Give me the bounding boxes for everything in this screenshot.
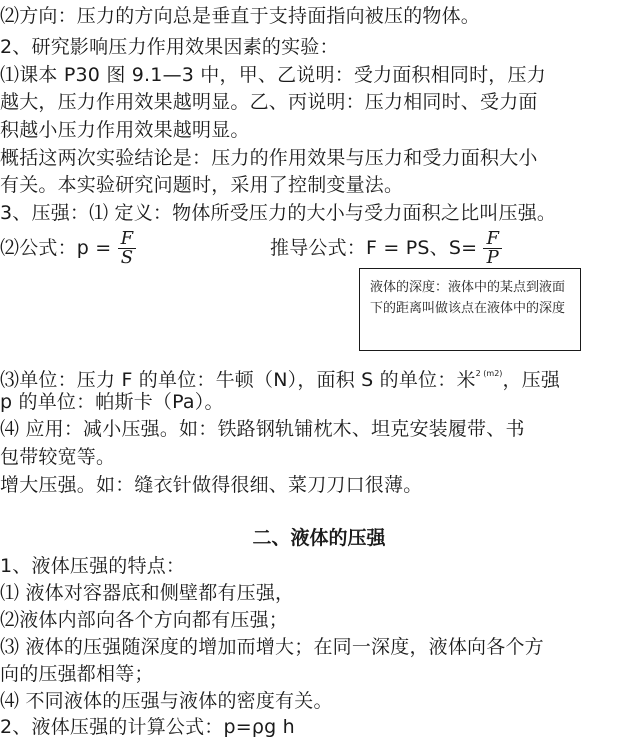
text-line-conclusion-1: 概括这两次实验结论是：压力的作用效果与压力和受力面积大小 bbox=[0, 147, 538, 169]
text-line-direction: ⑵方向：压力的方向总是垂直于支持面指向被压的物体。 bbox=[0, 5, 481, 27]
text-line-liquid-3a: ⑶ 液体的压强随深度的增加而增大；在同一深度，液体向各个方 bbox=[0, 636, 544, 658]
text-line-conclusion-2: 有关。本实验研究问题时，采用了控制变量法。 bbox=[0, 174, 404, 196]
derived-formula-denominator: P bbox=[486, 247, 499, 268]
liquid-depth-note: 液体的深度：液体中的某点到液面下的距离叫做该点在液体中的深度 bbox=[359, 268, 581, 351]
text-line-pressure-definition: 3、压强：⑴ 定义：物体所受压力的大小与受力面积之比叫压强。 bbox=[0, 202, 557, 224]
derived-formula-numerator: F bbox=[483, 230, 502, 249]
text-line-experiment-1: ⑴课本 P30 图 9.1—3 中，甲、乙说明：受力面积相同时，压力 bbox=[0, 64, 546, 86]
derived-formula-prefix: 推导公式：F = PS、S= bbox=[270, 237, 478, 259]
units-suffix: ，压强 bbox=[502, 369, 561, 391]
text-line-application-1: ⑷ 应用：减小压强。如：铁路钢轨铺枕木、坦克安装履带、书 bbox=[0, 418, 525, 440]
text-line-liquid-formula: 2、液体压强的计算公式：p=ρg h bbox=[0, 716, 295, 738]
text-line-pascal: p 的单位：帕斯卡（Pa）。 bbox=[0, 391, 224, 413]
text-line-experiment-3: 积越小压力作用效果越明显。 bbox=[0, 119, 250, 141]
formula-fraction bbox=[118, 230, 137, 267]
units-superscript: 2 (m2) bbox=[475, 369, 503, 378]
text-line-experiment-2: 越大，压力作用效果越明显。乙、丙说明：压力相同时、受力面 bbox=[0, 91, 538, 113]
formula-numerator: F bbox=[118, 230, 137, 249]
derived-formula-fraction bbox=[483, 230, 502, 267]
formula-line bbox=[0, 228, 136, 268]
text-line-application-2: 包带较宽等。 bbox=[0, 446, 116, 468]
text-line-liquid-4: ⑷ 不同液体的压强与液体的密度有关。 bbox=[0, 690, 333, 712]
text-line-increase-pressure: 增大压强。如：缝衣针做得很细、菜刀刀口很薄。 bbox=[0, 474, 423, 496]
text-line-liquid-3b: 向的压强都相等； bbox=[0, 663, 154, 685]
text-line-liquid-2: ⑵液体内部向各个方向都有压强； bbox=[0, 609, 289, 631]
section-heading: 二、液体的压强 bbox=[252, 527, 386, 549]
derived-formula-line bbox=[270, 228, 502, 268]
text-line-liquid-features: 1、液体压强的特点： bbox=[0, 555, 186, 577]
units-text: ⑶单位：压力 F 的单位：牛顿（N），面积 S 的单位：米 bbox=[0, 369, 476, 391]
text-line-experiment-heading: 2、研究影响压力作用效果因素的实验： bbox=[0, 36, 339, 58]
formula-denominator: S bbox=[120, 247, 134, 268]
text-line-liquid-1: ⑴ 液体对容器底和侧壁都有压强， bbox=[0, 582, 295, 604]
formula-prefix: ⑵公式：p = bbox=[0, 237, 112, 259]
